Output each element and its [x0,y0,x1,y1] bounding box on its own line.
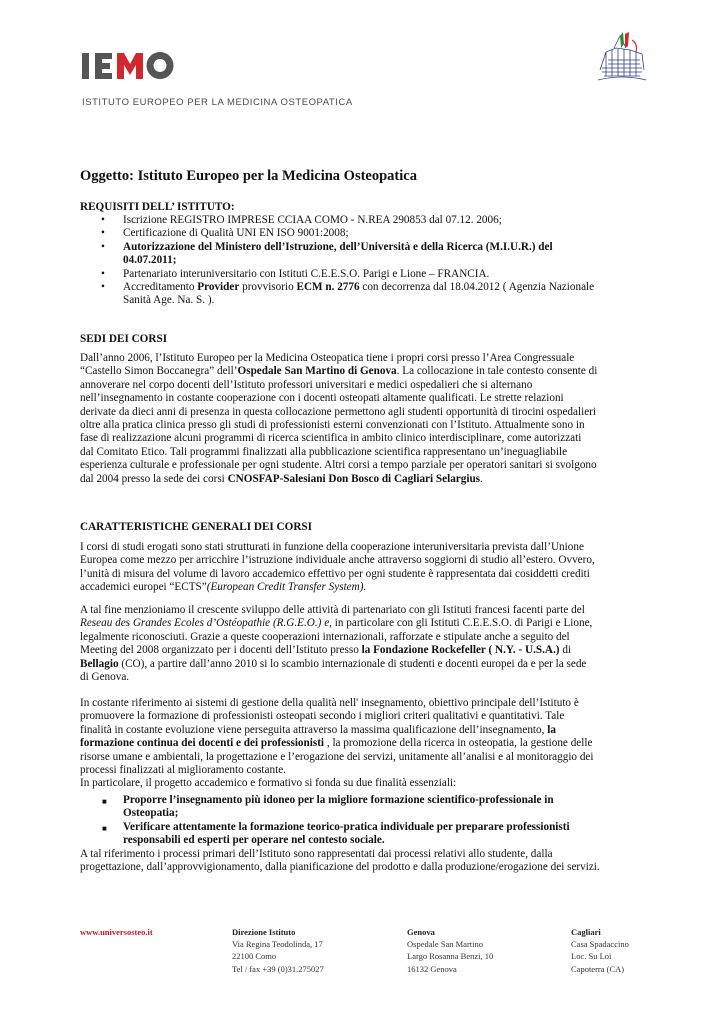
closing-paragraph: A tal riferimento i processi primari dell’Istituto sono rappresentati dai processi relativi allo studente, dalla progettazione, dall’approvvigionamento, dalla pianificazione del prodotto e dalla produzione/erogazione dei servizi. [80,848,600,874]
footer-cagliari: Cagliari Casa Spadaccino Loc. Su Loi Capoterra (CA) [571,927,629,974]
list-item: • Partenariato interuniversitario con Istituti C.E.E.S.O. Parigi e Lione – FRANCIA. [101,267,490,280]
iemo-logo [80,50,176,84]
caratteristiche-paragraph-2: A tal fine menzioniamo il crescente sviluppo delle attività di partenariato con gli Istituti francesi facenti parte del Reseau des Grandes Ecoles d’Ostéopathie (R.G.E.O.) e, in particolare con gli Istituti C.E.E.S.O. di Parigi e Lione, legalmente riconosciuti. Grazie a queste cooperazioni internazionali, rafforzate e stipulate anche a seguito del Meeting del 2008 organizzato per i docenti dell’Istituto presso la Fondazione Rockefeller ( N.Y. - U.S.A.) di Bellagio (CO), a partire dall’anno 2010 si lo scambio internazionale di studenti e docenti europei da e per la sede di Genova. [80,604,593,684]
list-item: • Autorizzazione del Ministero dell’Istruzione, dell’Università e della Ricerca (M.I.U.R.) del 04.07.2011; [101,240,553,267]
list-item: ■ Verificare attentamente la formazione teorico-pratica individuale per preparare professionisti responsabili ed esperti per operare nel contesto sociale. [102,820,570,847]
list-item: • Certificazione di Qualità UNI EN ISO 9001:2008; [101,227,349,240]
caratteristiche-paragraph-3: In costante riferimento ai sistemi di gestione della qualità nell' insegnamento, obiettivo principale dell’Istituto è promuovere la formazione di professionisti osteopati secondo i migliori criteri qualitativi e quantitativi. Tale finalità in costante evoluzione viene perseguita attraverso la massima qualificazione dell’insegnamento, la formazione continua dei docenti e dei professionisti , la promozione della ricerca in osteopatia, la gestione delle risorse umane e ambientali, la progettazione e l’erogazione dei servizi, unitamente all’analisi e al monitoraggio dei processi finalizzati al miglioramento costante. In particolare, il progetto accademico e formativo si fonda su due finalità essenziali: [80,697,594,790]
bullet-icon: • [101,267,105,280]
list-item: ■ Proporre l’insegnamento più idoneo per la migliore formazione scientifico-professionale in Osteopatia; [102,794,554,820]
square-bullet-icon: ■ [102,823,107,833]
footer-direzione: Direzione Istituto Via Regina Teodolinda, 17 22100 Como Tel / fax +39 (0)31.275027 [232,927,324,974]
footer-website[interactable] [80,926,153,938]
footer-genova: Genova Ospedale San Martino Largo Rosanna Benzi, 10 16132 Genova [407,927,494,974]
list-item: • Accreditamento Provider provvisorio ECM n. 2776 con decorrenza dal 18.04.2012 ( Agenzia Nazionale Sanità Age. Na. S. ). [101,281,595,307]
bullet-icon: • [101,214,105,226]
website-link[interactable]: www.universosteo.it [80,927,153,937]
logo-tagline: ISTITUTO EUROPEO PER LA MEDICINA OSTEOPATICA [82,97,353,108]
bullet-icon: • [101,240,105,253]
square-bullet-icon: ■ [102,797,107,806]
institute-emblem-icon [596,30,648,86]
sedi-paragraph: Dall’anno 2006, l’Istituto Europeo per la Medicina Osteopatica tiene i propri corsi presso l’Area Congressuale “Castello Simon Boccanegra” dell’Ospedale San Martino di Genova. La collocazione in tale contesto consente di annoverare nel corpo docenti dell’Istituto professori universitari e medici ospedalieri che si alternano nell’insegnamento in costante cooperazione con i docenti osteopati altamente qualificati. Le strette relazioni derivate da dieci anni di presenza in questa collocazione permettono agli studenti opportunità di tirocini ospedalieri oltre alla pratica clinica presso gli studi di professionisti esterni convenzionati con l’Istituto. Attualmente sono in fase di realizzazione alcuni programmi di ricerca scientifica in ambito clinico interdisciplinare, come autorizzati dal Comitato Etico. Tali programmi finalizzati alla pubblicazione scientifica rappresentano un’ineguagliabile esperienza culturale e professionale per ogni studente. Altri corsi a tempo parziale per operatori sanitari si svolgono dal 2004 presso la sede dei corsi CNOSFAP-Salesiani Don Bosco di Cagliari Selargius. [80,352,598,485]
subject-line: Oggetto: Istituto Europeo per la Medicina Osteopatica [80,168,417,184]
aims-list [80,794,650,848]
sedi-heading: SEDI DEI CORSI [80,333,168,345]
bullet-icon: • [101,281,105,294]
caratteristiche-heading: CARATTERISTICHE GENERALI DEI CORSI [80,521,312,533]
list-item: • Iscrizione REGISTRO IMPRESE CCIAA COMO - N.REA 290853 dal 07.12. 2006; [101,214,502,226]
bullet-icon: • [101,227,105,240]
caratteristiche-paragraph-1: I corsi di studi erogati sono stati strutturati in funzione della cooperazione interuniversitaria prevista dall’Unione Europea come mezzo per arricchire l’istruzione individuale anche attraverso soggiorni di studio all’estero. Ovvero, l’unità di misura del volume di lavoro accademico effettivo per ogni studente è rappresentata dai cosiddetti crediti accademici europei “ECTS”(European Credit Transfer System). [80,541,595,594]
requisiti-list [80,214,650,308]
requisiti-heading: REQUISITI DELL’ ISTITUTO: [80,201,235,213]
